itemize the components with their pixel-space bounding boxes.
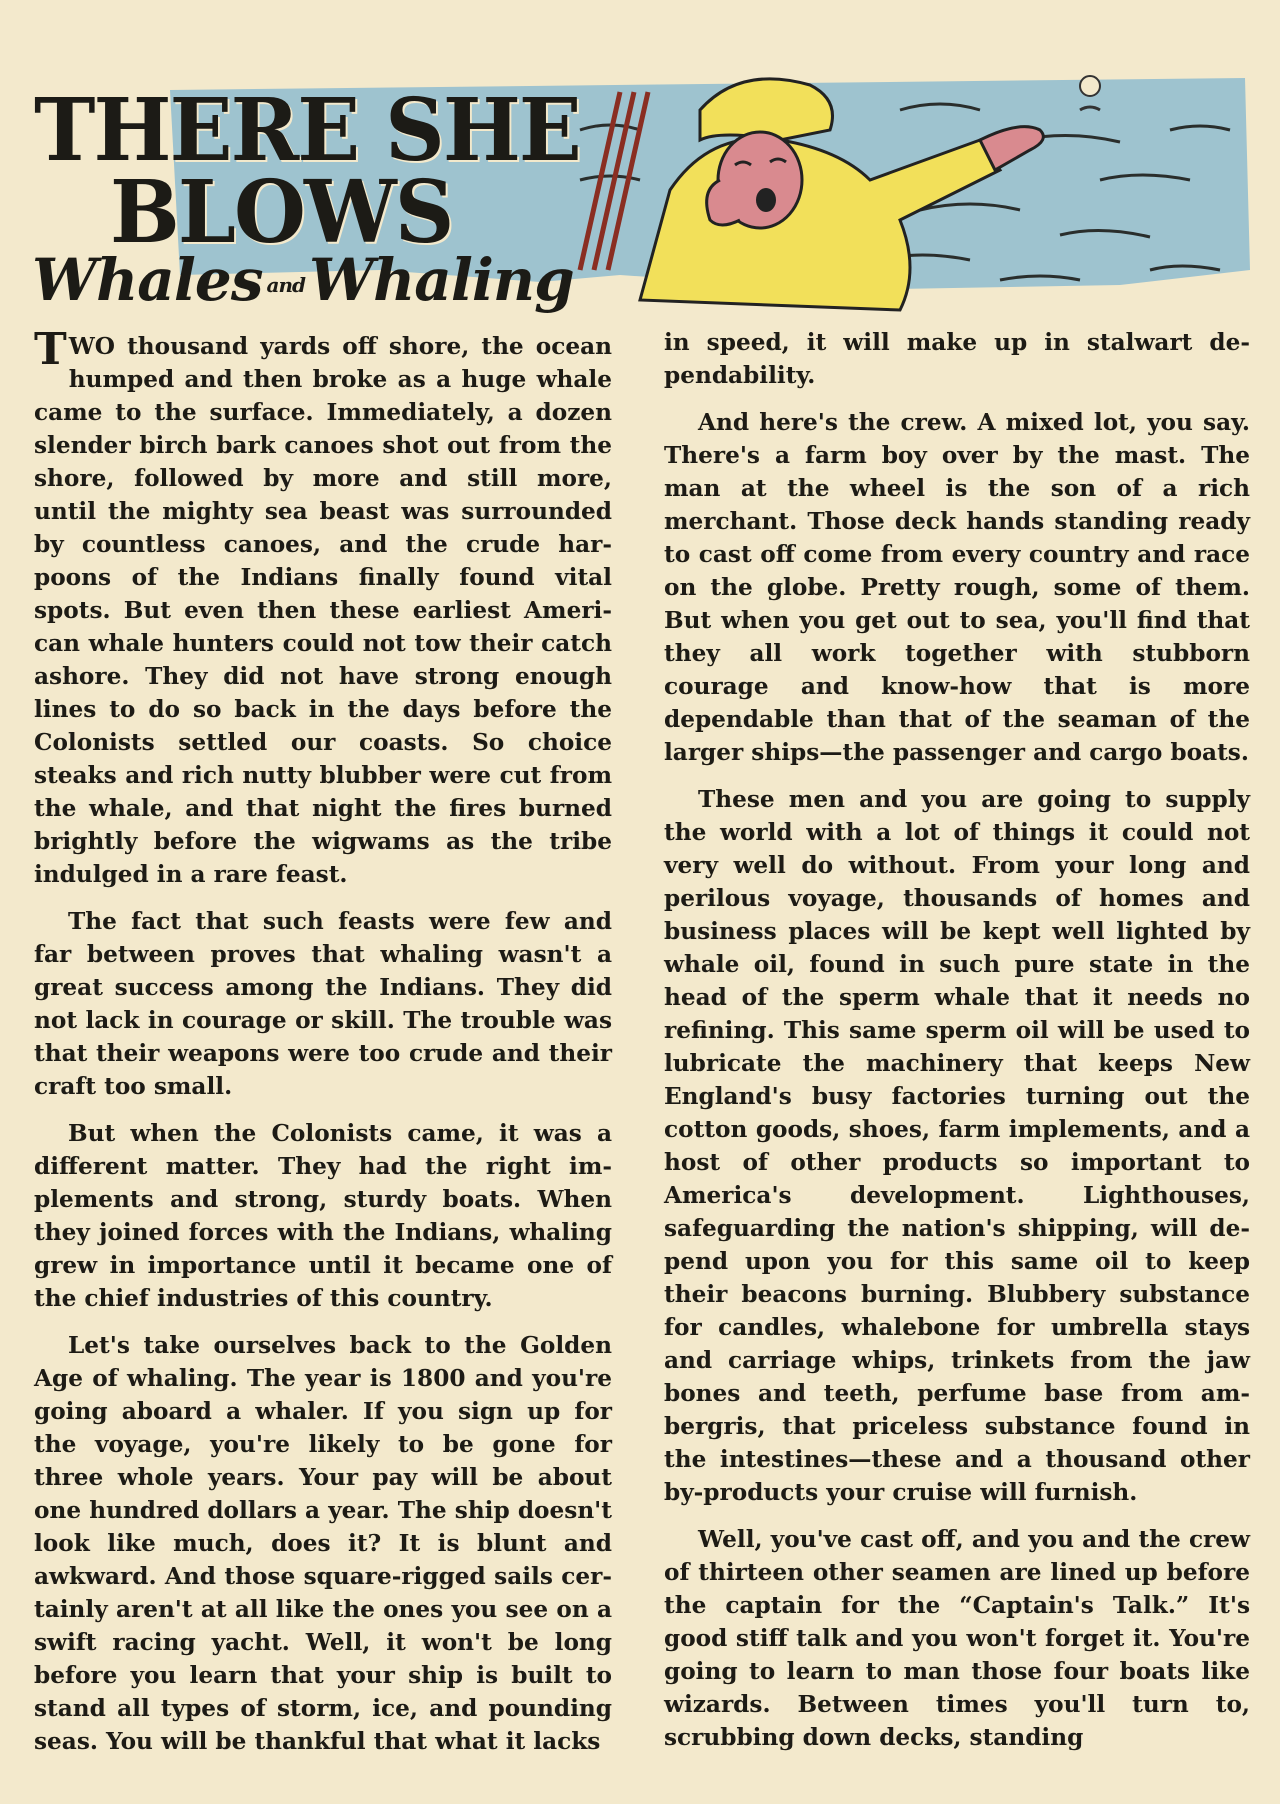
- article-left-column: [34, 324, 612, 1772]
- subtitle-word-whales: Whales: [32, 246, 263, 314]
- paragraph: But when the Colonists came, it was a different matter. They had the right implements and strong, sturdy boats. When they joined forces with the Indians, whaling grew in importance until it became one of the chief industries of this country.: [34, 1120, 612, 1312]
- paragraph: The fact that such feasts were few and far between proves that whaling wasn't a great success among the Indians. They did not lack in courage or skill. The trouble was that their weapons were too crude and their craft too small.: [34, 908, 612, 1100]
- subtitle-word-whaling: Whaling: [308, 246, 574, 314]
- drop-cap: T: [34, 324, 67, 375]
- header-banner: [20, 70, 1260, 320]
- paragraph: in speed, it will make up in stalwart dependability.: [664, 329, 1250, 389]
- paragraph: TWO thousand yards off shore, the ocean humped and then broke as a huge whale came to the surface. Immediately, a dozen slender birch bark canoes shot out from the shore, followed by more and still more, until the mighty sea beast was surrounded by countless canoes, and the crude harpoons of the Indians finally found vital spots. But even then these earliest American whale hunters could not tow their catch ashore. They did not have strong enough lines to do so back in the days before the Colonists settled our coasts. So choice steaks and rich nutty blubber were cut from the whale, and that night the fires burned brightly before the wigwams as the tribe indulged in a rare feast.: [34, 324, 612, 888]
- title-line-2: BLOWS: [110, 162, 453, 263]
- paragraph: Well, you've cast off, and you and the crew of thirteen other seamen are lined up before the captain for the “Captain's Talk.” It's good stiff talk and you won't forget it. You're going to learn to man those four boats like wizards. Between times you'll turn to, scrubbing down decks, standing: [664, 1526, 1250, 1751]
- subtitle: [32, 246, 574, 314]
- article-right-column: [664, 326, 1250, 1768]
- paragraph: Let's take ourselves back to the Golden Age of whaling. The year is 1800 and you're going aboard a whaler. If you sign up for the voyage, you're likely to be gone for three whole years. Your pay will be about one hundred dollars a year. The ship doesn't look like much, does it? It is blunt and awkward. And those square-rigged sails certainly aren't at all like the ones you see on a swift racing yacht. Well, it won't be long before you learn that your ship is built to stand all types of storm, ice, and pounding seas. You will be thankful that what it lacks: [34, 1332, 612, 1755]
- title-line-1: THERE SHE: [34, 80, 580, 181]
- paragraph: And here's the crew. A mixed lot, you say. There's a farm boy over by the mast. The man at the wheel is the son of a rich merchant. Those deck hands standing ready to cast off come from every country and race on the globe. Pretty rough, some of them. But when you get out to sea, you'll find that they all work together with stubborn courage and know-how that is more dependable than that of the seaman of the larger ships—the passenger and cargo boats.: [664, 409, 1250, 766]
- subtitle-and: and: [266, 273, 305, 297]
- paragraph: These men and you are going to supply the world with a lot of things it could not very well do without. From your long and perilous voyage, thousands of homes and business places will be kept well lighted by whale oil, found in such pure state in the head of the sperm whale that it needs no refining. This same sperm oil will be used to lubricate the machinery that keeps New England's busy factories turning out the cotton goods, shoes, farm implements, and a host of other products so important to America's development. Lighthouses, safeguarding the nation's shipping, will depend upon you for this same oil to keep their beacons burning. Blubbery substance for candles, whalebone for umbrella stays and carriage whips, trinkets from the jaw bones and teeth, perfume base from ambergris, that priceless substance found in the intestines—these and a thousand other by-products your cruise will furnish.: [664, 786, 1250, 1506]
